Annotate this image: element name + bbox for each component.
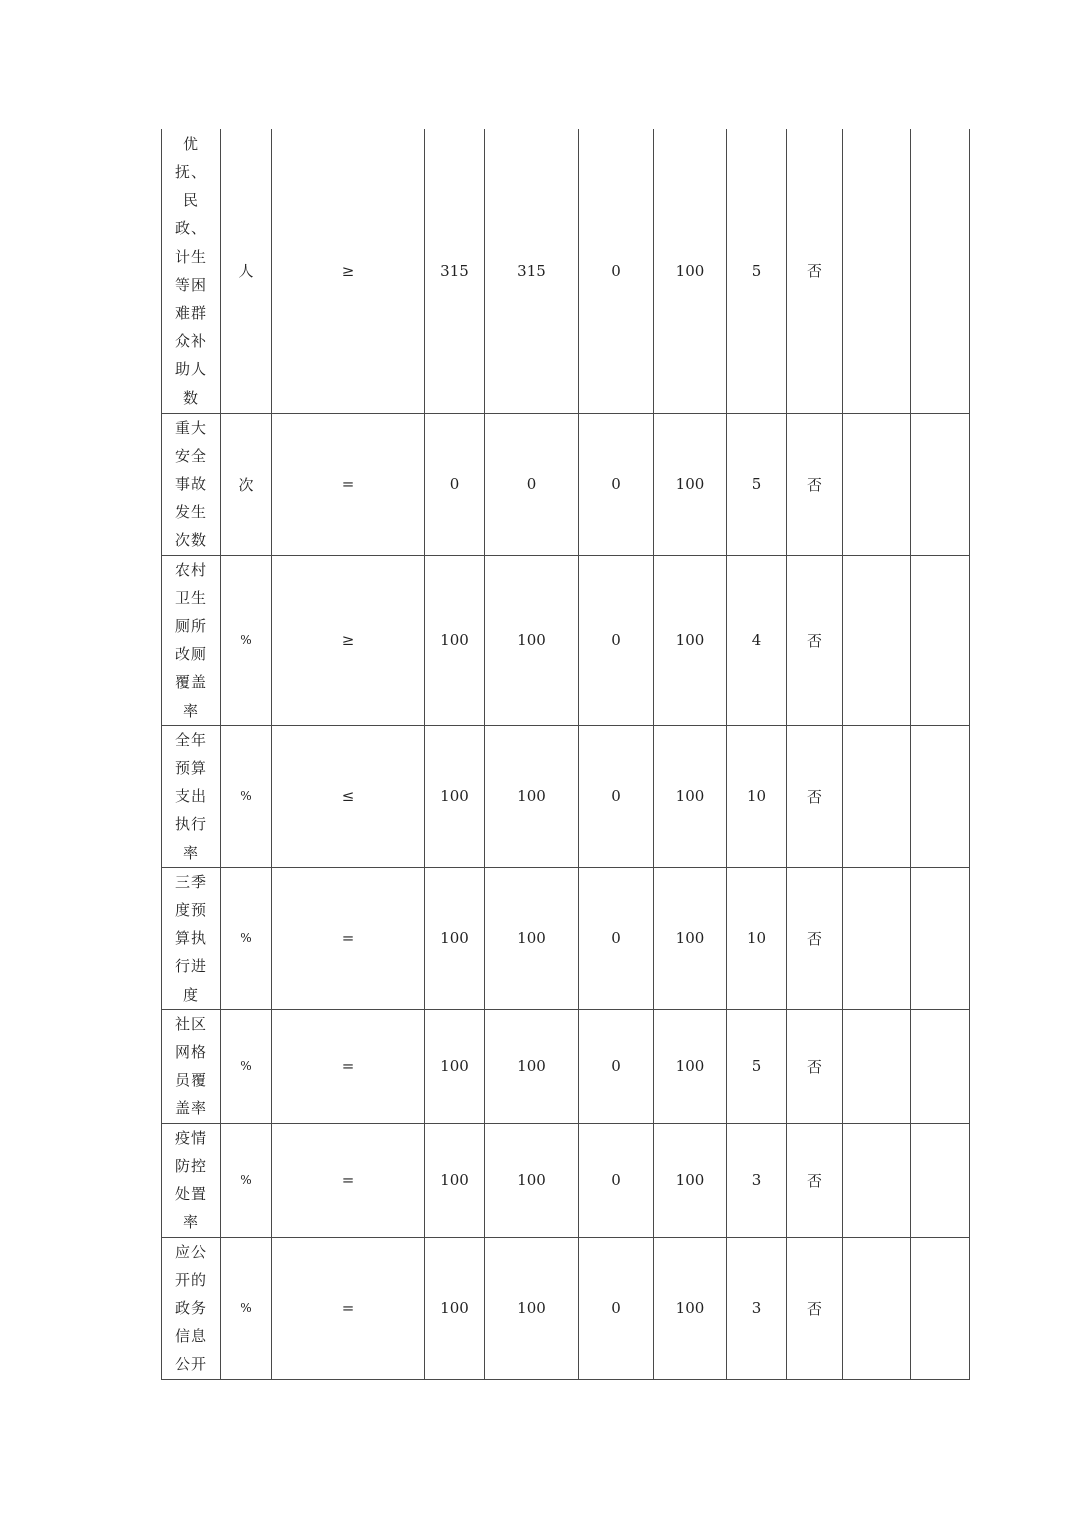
unit-cell: %	[221, 1123, 272, 1237]
table-row	[162, 129, 970, 413]
score-rate-cell: 100	[654, 1237, 727, 1379]
performance-table-page	[161, 129, 969, 1380]
score-rate-cell: 100	[654, 725, 727, 867]
flag-cell: 否	[787, 867, 843, 1009]
indicator-name: 全年预算支出执行率	[174, 730, 207, 862]
operator-cell: ≥	[272, 555, 425, 725]
unit-cell: %	[221, 1237, 272, 1379]
unit-cell: %	[221, 1009, 272, 1123]
target-value-cell: 315	[425, 129, 485, 413]
note-cell-1	[843, 129, 911, 413]
unit-cell: %	[221, 725, 272, 867]
note-cell-2	[911, 1009, 970, 1123]
deviation-cell: 0	[579, 413, 654, 555]
flag-cell: 否	[787, 725, 843, 867]
unit-cell: 人	[221, 129, 272, 413]
indicator-name: 社区网格员覆盖率	[174, 1014, 207, 1118]
target-value-cell: 100	[425, 1123, 485, 1237]
deviation-cell: 0	[579, 555, 654, 725]
flag-cell: 否	[787, 1237, 843, 1379]
actual-value-cell: 100	[485, 1009, 579, 1123]
note-cell-1	[843, 555, 911, 725]
score-rate-cell: 100	[654, 867, 727, 1009]
actual-value-cell: 0	[485, 413, 579, 555]
flag-cell: 否	[787, 1009, 843, 1123]
operator-cell: ≥	[272, 129, 425, 413]
note-cell-1	[843, 725, 911, 867]
score-rate-cell: 100	[654, 555, 727, 725]
flag-cell: 否	[787, 413, 843, 555]
indicator-name: 重大安全事故发生次数	[174, 418, 207, 550]
note-cell-1	[843, 1123, 911, 1237]
weight-cell: 3	[727, 1237, 787, 1379]
weight-cell: 10	[727, 725, 787, 867]
operator-cell: =	[272, 413, 425, 555]
score-rate-cell: 100	[654, 129, 727, 413]
note-cell-2	[911, 413, 970, 555]
note-cell-1	[843, 413, 911, 555]
deviation-cell: 0	[579, 129, 654, 413]
table-row	[162, 1123, 970, 1237]
table-row	[162, 867, 970, 1009]
weight-cell: 5	[727, 129, 787, 413]
indicator-cell	[162, 1237, 221, 1379]
indicator-cell	[162, 867, 221, 1009]
note-cell-2	[911, 1237, 970, 1379]
note-cell-1	[843, 867, 911, 1009]
indicator-name: 农村卫生厕所改厕覆盖率	[174, 560, 207, 720]
note-cell-1	[843, 1009, 911, 1123]
note-cell-1	[843, 1237, 911, 1379]
deviation-cell: 0	[579, 1123, 654, 1237]
weight-cell: 10	[727, 867, 787, 1009]
note-cell-2	[911, 725, 970, 867]
weight-cell: 5	[727, 1009, 787, 1123]
target-value-cell: 100	[425, 1237, 485, 1379]
deviation-cell: 0	[579, 1009, 654, 1123]
actual-value-cell: 100	[485, 725, 579, 867]
deviation-cell: 0	[579, 725, 654, 867]
indicator-name: 三季度预算执行进度	[174, 872, 207, 1004]
target-value-cell: 100	[425, 1009, 485, 1123]
unit-cell: %	[221, 867, 272, 1009]
indicator-name: 疫情防控处置率	[174, 1128, 207, 1232]
deviation-cell: 0	[579, 867, 654, 1009]
note-cell-2	[911, 867, 970, 1009]
flag-cell: 否	[787, 555, 843, 725]
indicator-cell	[162, 413, 221, 555]
performance-indicator-table	[161, 129, 970, 1380]
indicator-cell	[162, 1123, 221, 1237]
indicator-cell	[162, 555, 221, 725]
note-cell-2	[911, 129, 970, 413]
target-value-cell: 0	[425, 413, 485, 555]
operator-cell: =	[272, 1009, 425, 1123]
indicator-cell	[162, 725, 221, 867]
weight-cell: 4	[727, 555, 787, 725]
table-body	[162, 129, 970, 1379]
operator-cell: =	[272, 1123, 425, 1237]
operator-cell: =	[272, 1237, 425, 1379]
actual-value-cell: 100	[485, 867, 579, 1009]
operator-cell: =	[272, 867, 425, 1009]
operator-cell: ≤	[272, 725, 425, 867]
actual-value-cell: 100	[485, 1237, 579, 1379]
actual-value-cell: 315	[485, 129, 579, 413]
unit-cell: 次	[221, 413, 272, 555]
note-cell-2	[911, 1123, 970, 1237]
target-value-cell: 100	[425, 867, 485, 1009]
indicator-name: 优抚、民政、计生等困难群众补助人数	[174, 134, 207, 407]
weight-cell: 3	[727, 1123, 787, 1237]
target-value-cell: 100	[425, 555, 485, 725]
weight-cell: 5	[727, 413, 787, 555]
table-row	[162, 1009, 970, 1123]
table-row	[162, 1237, 970, 1379]
flag-cell: 否	[787, 1123, 843, 1237]
flag-cell: 否	[787, 129, 843, 413]
score-rate-cell: 100	[654, 413, 727, 555]
table-row	[162, 725, 970, 867]
score-rate-cell: 100	[654, 1009, 727, 1123]
unit-cell: %	[221, 555, 272, 725]
indicator-name: 应公开的政务信息公开	[174, 1242, 207, 1374]
deviation-cell: 0	[579, 1237, 654, 1379]
table-row	[162, 555, 970, 725]
actual-value-cell: 100	[485, 1123, 579, 1237]
actual-value-cell: 100	[485, 555, 579, 725]
indicator-cell	[162, 129, 221, 413]
target-value-cell: 100	[425, 725, 485, 867]
table-row	[162, 413, 970, 555]
note-cell-2	[911, 555, 970, 725]
score-rate-cell: 100	[654, 1123, 727, 1237]
indicator-cell	[162, 1009, 221, 1123]
